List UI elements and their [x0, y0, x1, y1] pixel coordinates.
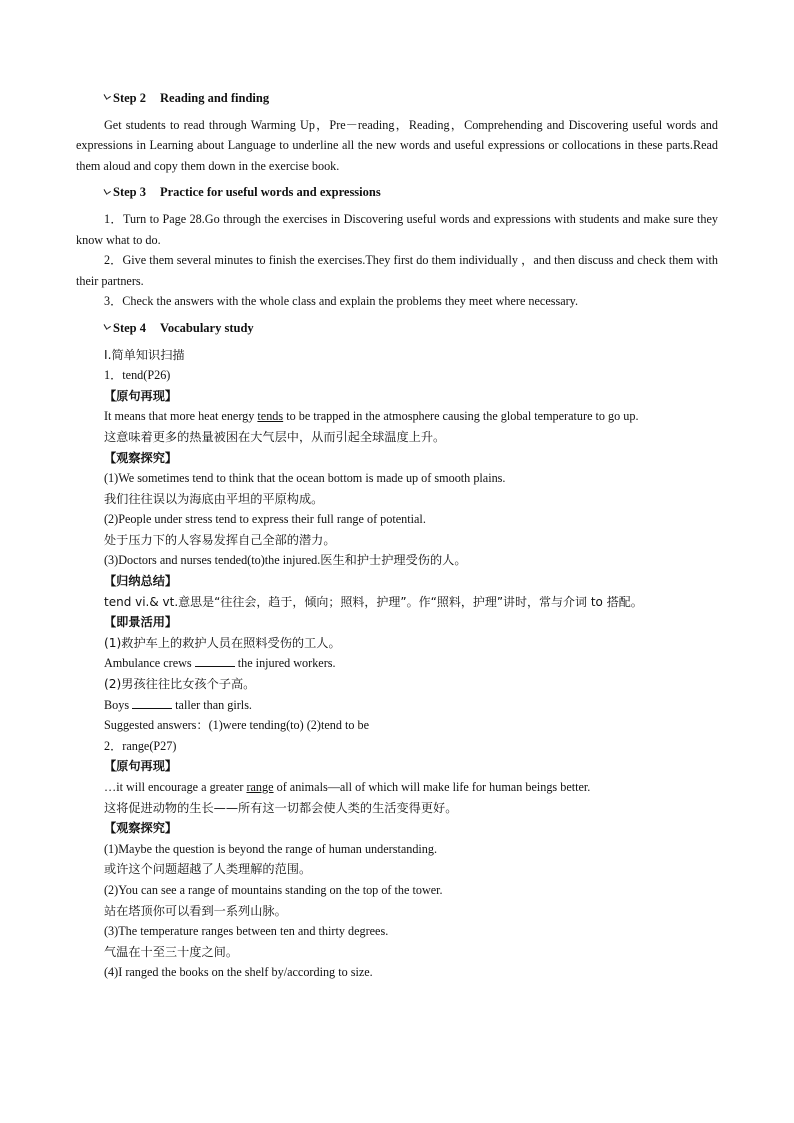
step3-item: 3．Check the answers with the whole class and explain the problems they meet where necessary. — [104, 294, 579, 309]
summary-label: 【归纳总结】 — [104, 574, 178, 589]
example-en: (4)I ranged the books on the shelf by/according to size. — [104, 965, 373, 980]
practice-cn: (2)男孩往往比女孩个子高。 — [104, 677, 256, 692]
document-page — [76, 82, 718, 983]
keyword-tends: tends — [257, 409, 284, 424]
example-en: (2)You can see a range of mountains standing on the top of the tower. — [104, 882, 443, 897]
example-en: (3)Doctors and nurses tended(to)the injured.医生和护士护理受伤的人。 — [104, 553, 467, 568]
original-sentence: It means that more heat energy tends to be trapped in the atmosphere causing the global temperature to go up. — [104, 409, 639, 424]
example-en: (3)The temperature ranges between ten and thirty degrees. — [104, 924, 389, 939]
step2-heading — [76, 88, 718, 109]
observe-label: 【观察探究】 — [104, 821, 178, 836]
step4-title: Vocabulary study — [160, 320, 254, 335]
step3-item: 1．Turn to Page 28.Go through the exercises in Discovering useful words and expressions with students and make sure they know what to do. — [76, 211, 718, 247]
example-en: (1)Maybe the question is beyond the range of human understanding. — [104, 841, 438, 856]
observe-label: 【观察探究】 — [104, 450, 178, 465]
word-heading-range: 2．range(P27) — [104, 738, 177, 753]
example-en: (2)People under stress tend to express their full range of potential. — [104, 512, 426, 527]
original-label: 【原句再现】 — [104, 759, 178, 774]
step2-title: Reading and finding — [160, 91, 270, 105]
step3-heading — [76, 182, 718, 203]
step4-heading — [76, 318, 718, 339]
practice-cn: (1)救护车上的救护人员在照料受伤的工人。 — [104, 635, 341, 650]
example-cn: 或许这个问题超越了人类理解的范围。 — [104, 862, 312, 877]
step3-item: 2．Give them several minutes to finish the exercises.They first do them individually ，and then discuss and check them with their partners. — [76, 253, 718, 288]
section-heading: Ⅰ.简单知识扫描 — [104, 347, 185, 362]
example-cn: 气温在十至三十度之间。 — [104, 944, 239, 959]
step3-title: Practice for useful words and expressions — [160, 185, 381, 200]
example-cn: 我们往往误以为海底由平坦的平原构成。 — [104, 491, 324, 506]
practice-en: Boys taller than girls. — [104, 697, 252, 712]
example-en: (1)We sometimes tend to think that the ocean bottom is made up of smooth plains. — [104, 471, 506, 486]
example-cn: 站在塔顶你可以看到一系列山脉。 — [104, 903, 287, 918]
step3-label: Step 3 — [113, 185, 146, 200]
pen-icon — [104, 323, 112, 333]
summary-text: tend vi.& vt.意思是“往往会，趋于，倾向；照料，护理”。作“照料，护理”讲时，常与介词 to 搭配。 — [104, 594, 643, 609]
pen-icon — [104, 93, 112, 103]
original-translation: 这将促进动物的生长——所有这一切都会使人类的生活变得更好。 — [104, 800, 458, 815]
practice-label: 【即景活用】 — [104, 615, 178, 630]
original-sentence: …it will encourage a greater range of animals—all of which will make life for human beings better. — [104, 780, 591, 794]
step4-label: Step 4 — [113, 320, 146, 335]
suggested-answers: Suggested answers：(1)were tending(to) (2)tend to be — [104, 718, 370, 733]
fill-blank — [195, 654, 235, 667]
original-translation: 这意味着更多的热量被困在大气层中，从而引起全球温度上升。 — [104, 429, 446, 444]
fill-blank — [132, 696, 172, 709]
step2-body: Get students to read through Warming Up，Pre－reading，Reading，Comprehending and Discovering useful words and expressions in Learning about Language to underline all the new words and useful expressions or collocations in these parts.Read them aloud and copy them down in the exercise book. — [76, 117, 718, 173]
original-label: 【原句再现】 — [104, 388, 178, 403]
keyword-range: range — [246, 780, 274, 794]
step2-label: Step 2 — [113, 91, 146, 105]
practice-en: Ambulance crews the injured workers. — [104, 656, 336, 671]
pen-icon — [104, 188, 112, 198]
word-heading-tend: 1．tend(P26) — [104, 368, 171, 383]
example-cn: 处于压力下的人容易发挥自己全部的潜力。 — [104, 532, 336, 547]
